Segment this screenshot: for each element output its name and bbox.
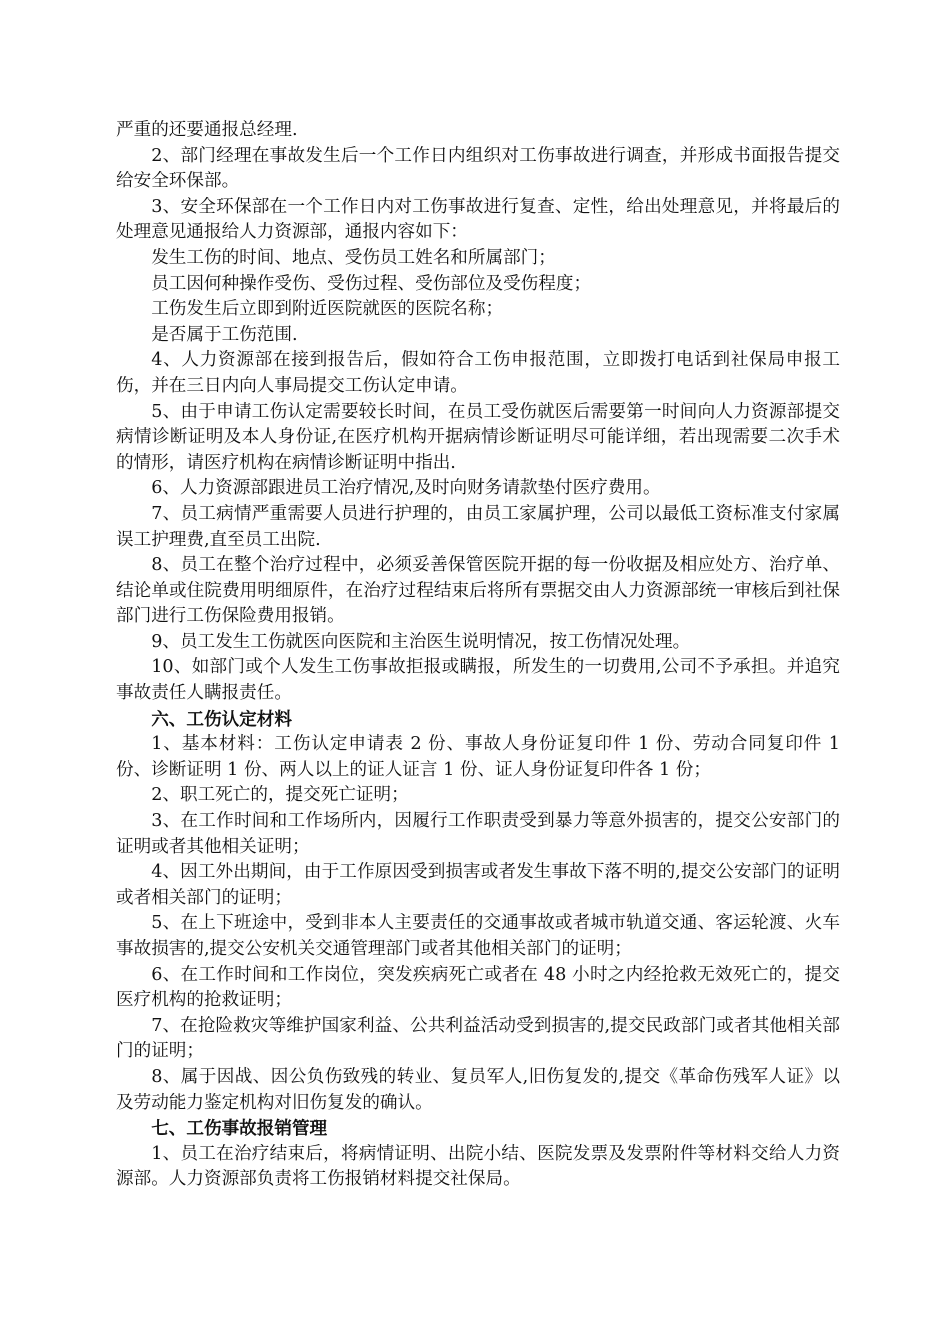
paragraph: 严重的还要通报总经理. xyxy=(116,120,298,140)
paragraph: 6、人力资源部跟进员工治疗情况,及时向财务请款垫付医疗费用。 xyxy=(151,478,661,499)
document-page xyxy=(116,118,840,1193)
list-item: 是否属于工伤范围. xyxy=(151,324,298,345)
paragraph: 10、如部门或个人发生工伤事故拒报或瞒报，所发生的一切费用,公司不予承担。并追究事故责任人瞒报责任。 xyxy=(116,657,840,704)
paragraph: 1、员工在治疗结束后，将病情证明、出院小结、医院发票及发票附件等材料交给人力资源部。人力资源部负责将工伤报销材料提交社保局。 xyxy=(116,1143,840,1190)
paragraph: 4、因工外出期间，由于工作原因受到损害或者发生事故下落不明的,提交公安部门的证明或者相关部门的证明； xyxy=(116,862,840,908)
paragraph: 7、员工病情严重需要人员进行护理的，由员工家属护理，公司以最低工资标准支付家属误工护理费,直至员工出院. xyxy=(116,503,840,550)
paragraph: 8、员工在整个治疗过程中，必须妥善保管医院开据的每一份收据及相应处方、治疗单、结论单或住院费用明细原件，在治疗过程结束后将所有票据交由人力资源部统一审核后到社保部门进行工伤保险费用报销。 xyxy=(116,555,840,627)
paragraph: 5、由于申请工伤认定需要较长时间，在员工受伤就医后需要第一时间向人力资源部提交病情诊断证明及本人身份证,在医疗机构开据病情诊断证明尽可能详细，若出现需要二次手术的情形，请医疗机构在病情诊断证明中指出. xyxy=(116,401,840,473)
paragraph: 3、在工作时间和工作场所内，因履行工作职责受到暴力等意外损害的，提交公安部门的证明或者其他相关证明； xyxy=(116,811,840,857)
list-item: 工伤发生后立即到附近医院就医的医院名称； xyxy=(151,299,504,320)
paragraph: 8、属于因战、因公负伤致残的转业、复员军人,旧伤复发的,提交《革命伤残军人证》以及劳动能力鉴定机构对旧伤复发的确认。 xyxy=(116,1066,840,1113)
paragraph: 2、部门经理在事故发生后一个工作日内组织对工伤事故进行调查，并形成书面报告提交给安全环保部。 xyxy=(116,145,840,192)
paragraph: 3、安全环保部在一个工作日内对工伤事故进行复查、定性，给出处理意见，并将最后的处理意见通报给人力资源部，通报内容如下： xyxy=(116,196,840,243)
paragraph: 7、在抢险救灾等维护国家利益、公共利益活动受到损害的,提交民政部门或者其他相关部门的证明； xyxy=(116,1015,840,1062)
paragraph: 1、基本材料：工伤认定申请表 2 份、事故人身份证复印件 1 份、劳动合同复印件 1 份、诊断证明 1 份、两人以上的证人证言 1 份、证人身份证复印件各 1 份； xyxy=(116,734,840,780)
section-heading: 七、工伤事故报销管理 xyxy=(151,1118,328,1140)
paragraph: 6、在工作时间和工作岗位，突发疾病死亡或者在 48 小时之内经抢救无效死亡的，提交医疗机构的抢救证明； xyxy=(116,964,840,1011)
paragraph: 5、在上下班途中，受到非本人主要责任的交通事故或者城市轨道交通、客运轮渡、火车事故损害的,提交公安机关交通管理部门或者其他相关部门的证明； xyxy=(116,913,840,959)
list-item: 发生工伤的时间、地点、受伤员工姓名和所属部门； xyxy=(151,247,556,268)
paragraph: 9、员工发生工伤就医向医院和主治医生说明情况，按工伤情况处理。 xyxy=(151,631,691,652)
paragraph: 4、人力资源部在接到报告后，假如符合工伤申报范围，立即拨打电话到社保局申报工伤，并在三日内向人事局提交工伤认定申请。 xyxy=(116,350,840,396)
list-item: 员工因何种操作受伤、受伤过程、受伤部位及受伤程度； xyxy=(151,273,592,294)
paragraph: 2、职工死亡的，提交死亡证明； xyxy=(151,785,409,806)
section-heading: 六、工伤认定材料 xyxy=(151,708,292,730)
